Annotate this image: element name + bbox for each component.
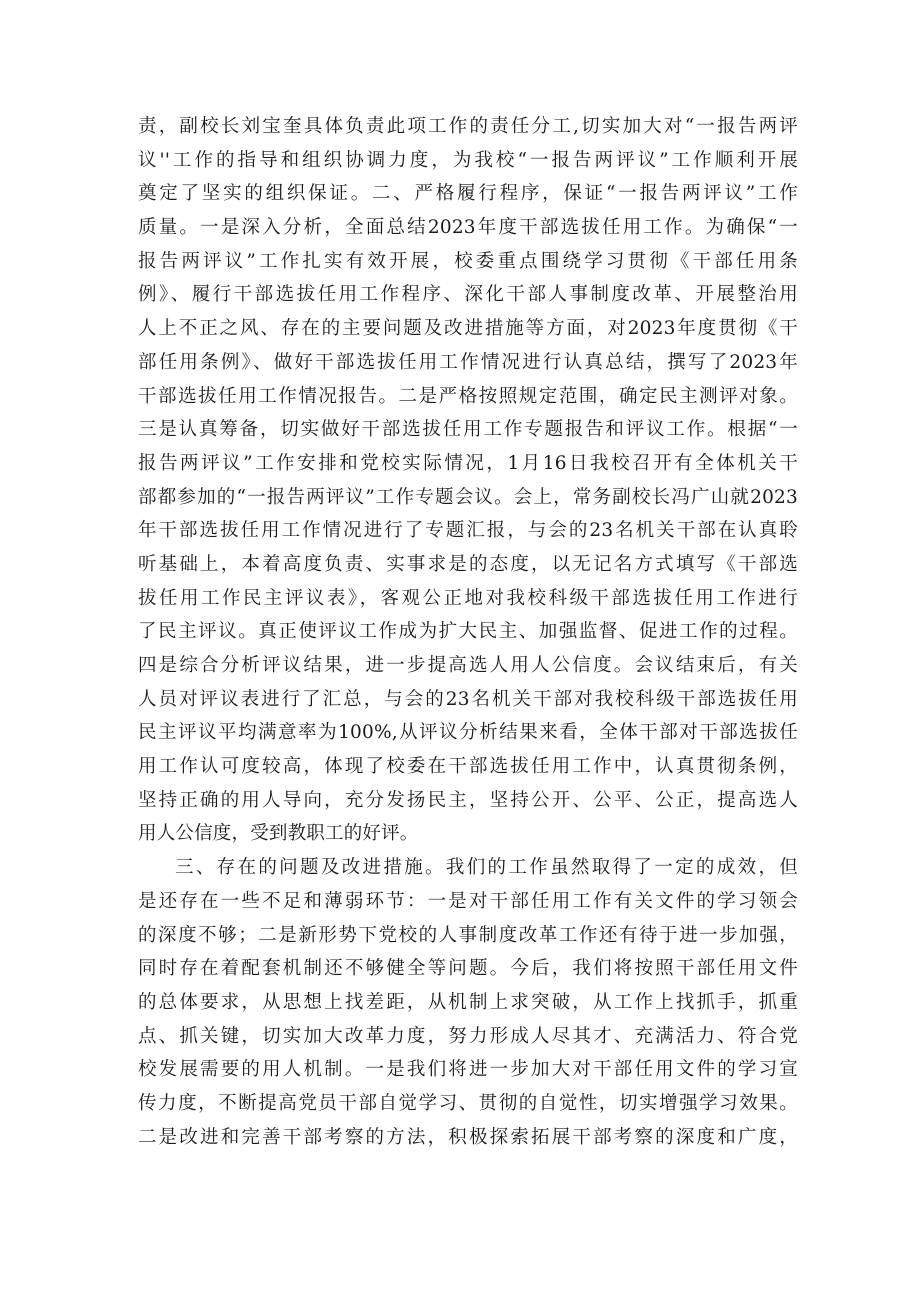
text-line: 例》、履行干部选拔任用工作程序、深化干部人事制度改革、开展整治用: [138, 284, 798, 306]
text-line: 校发展需要的用人机制。一是我们将进一步加大对干部任用文件的学习宣: [138, 1059, 798, 1081]
text-line: 传力度，不断提高党员干部自觉学习、贯彻的自觉性，切实增强学习效果。: [138, 1092, 798, 1114]
paragraph-1: [138, 110, 798, 851]
text-line: 用人公信度，受到教职工的好评。: [138, 823, 419, 845]
text-line: 四是综合分析评议结果，进一步提高选人用人公信度。会议结束后，有关: [138, 655, 798, 676]
text-line: 的深度不够；二是新形势下党校的人事制度改革工作还有待于进一步加强，: [138, 924, 798, 946]
text-line: 的总体要求，从思想上找差距，从机制上求突破，从工作上找抓手，抓重: [138, 991, 798, 1013]
text-line: 听基础上，本着高度负责、实事求是的态度，以无记名方式填写《干部选: [138, 553, 798, 575]
text-line: 人上不正之风、存在的主要问题及改进措施等方面，对2023年度贯彻《干: [138, 318, 798, 340]
text-line: 报告两评议”工作扎实有效开展，校委重点围绕学习贯彻《干部任用条: [138, 250, 798, 272]
text-line: 坚持正确的用人导向，充分发扬民主，坚持公开、公平、公正，提高选人: [138, 789, 798, 811]
text-line: 用工作认可度较高，体现了校委在干部选拔任用工作中，认真贯彻条例，: [138, 756, 798, 778]
text-line: 点、抓关键，切实加大改革力度，努力形成人尽其才、充满活力、符合党: [138, 1025, 798, 1047]
text-line: 责，副校长刘宝奎具体负责此项工作的责任分工,切实加大对“一报告两评: [138, 116, 798, 137]
text-line: 拔任用工作民主评议表》，客观公正地对我校科级干部选拔任用工作进行: [138, 587, 798, 609]
text-line: 了民主评议。真正使评议工作成为扩大民主、加强监督、促进工作的过程。: [138, 621, 798, 643]
text-line: 部任用条例》、做好干部选拔任用工作情况进行认真总结，撰写了2023年: [138, 351, 798, 373]
document-body: [138, 110, 798, 1154]
text-line: 奠定了坚实的组织保证。二、严格履行程序，保证“一报告两评议”工作: [138, 183, 798, 205]
text-line: 年干部选拔任用工作情况进行了专题汇报，与会的23名机关干部在认真聆: [138, 520, 798, 542]
text-line: 是还存在一些不足和薄弱环节：一是对干部任用工作有关文件的学习领会: [138, 890, 798, 912]
text-line: 同时存在着配套机制还不够健全等问题。今后，我们将按照干部任用文件: [138, 958, 798, 980]
text-line: 二是改进和完善干部考察的方法，积极探索拓展干部考察的深度和广度，: [138, 1126, 798, 1148]
text-line: 干部选拔任用工作情况报告。二是严格按照规定范围，确定民主测评对象。: [138, 385, 798, 407]
text-line: 报告两评议”工作安排和党校实际情况，1月16日我校召开有全体机关干: [138, 452, 798, 474]
text-line: 质量。一是深入分析，全面总结2023年度干部选拔任用工作。为确保“一: [138, 217, 798, 239]
text-line: 民主评议平均满意率为100%,从评议分析结果来看，全体干部对干部选拔任: [138, 722, 798, 744]
text-line: 三、存在的问题及改进措施。我们的工作虽然取得了一定的成效，但: [175, 857, 798, 879]
text-line: 部都参加的“一报告两评议”工作专题会议。会上，常务副校长冯广山就2023: [138, 486, 798, 508]
text-line: 三是认真筹备，切实做好干部选拔任用工作专题报告和评议工作。根据“一: [138, 419, 798, 441]
text-line: 议''工作的指导和组织协调力度，为我校“一报告两评议”工作顺利开展: [138, 149, 798, 171]
paragraph-2: [138, 851, 798, 1154]
text-line: 人员对评议表进行了汇总，与会的23名机关干部对我校科级干部选拔任用: [138, 688, 798, 710]
